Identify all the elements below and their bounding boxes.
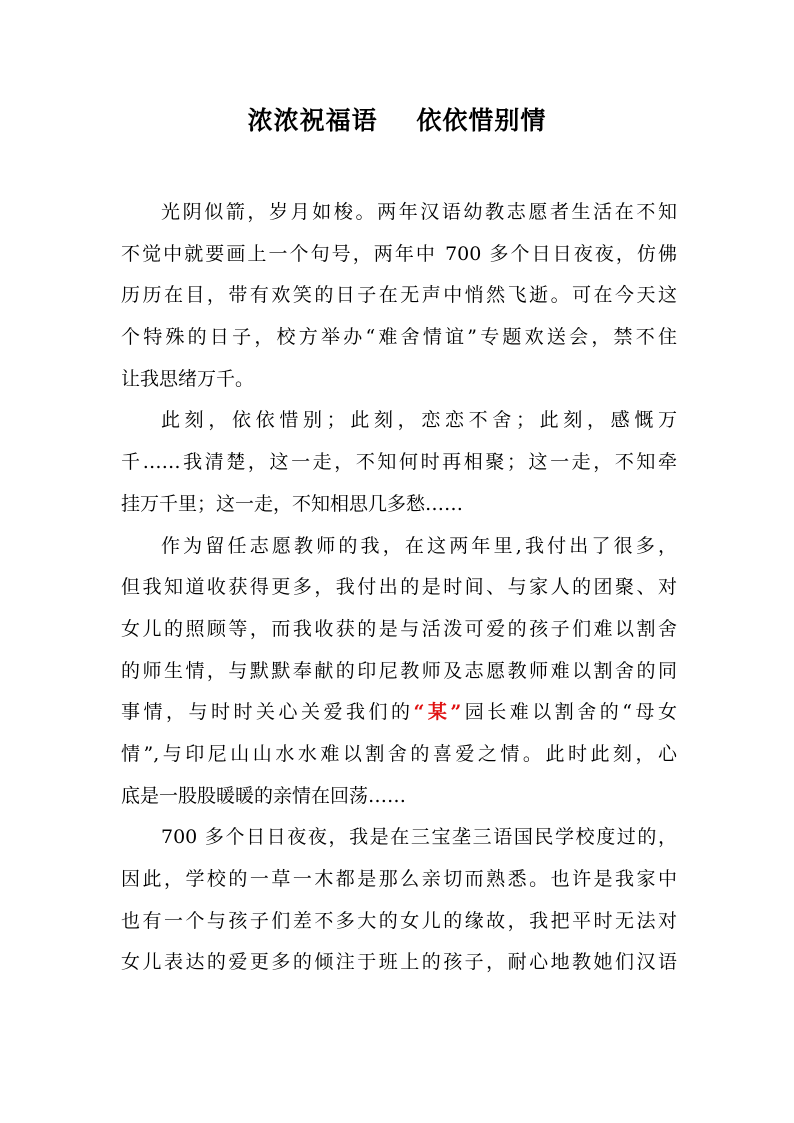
- text-line: 挂万千里；这一走，不知相思几多愁……: [121, 492, 464, 515]
- document-body: [121, 192, 677, 984]
- text-line: 女儿表达的爱更多的倾注于班上的孩子，耐心地教她们汉语: [121, 951, 677, 974]
- text-line: 700 多个日日夜夜，我是在三宝垄三语国民学校度过的，: [161, 826, 677, 849]
- text-line: 此刻，依依惜别；此刻，恋恋不舍；此刻，感慨万: [161, 409, 677, 432]
- text-line: 千……我清楚，这一走，不知何时再相聚；这一走，不知牵: [121, 451, 677, 474]
- text-segment: 园长难以割舍的“母女: [461, 701, 677, 724]
- text-line: 的师生情，与默默奉献的印尼教师及志愿教师难以割舍的同: [121, 659, 677, 682]
- text-line: 作为留任志愿教师的我，在这两年里,我付出了很多，: [161, 534, 677, 557]
- text-line: 不觉中就要画上一个句号，两年中 700 多个日日夜夜，仿佛: [121, 242, 677, 265]
- text-line: 光阴似箭，岁月如梭。两年汉语幼教志愿者生活在不知: [161, 201, 677, 223]
- text-line: 情”,与印尼山山水水难以割舍的喜爱之情。此时此刻，心: [121, 742, 677, 765]
- text-line-with-highlight: [121, 692, 677, 734]
- text-line: 但我知道收获得更多，我付出的是时间、与家人的团聚、对: [121, 576, 677, 599]
- text-line: 因此，学校的一草一木都是那么亲切而熟悉。也许是我家中: [121, 868, 677, 890]
- text-line: 也有一个与孩子们差不多大的女儿的缘故，我把平时无法对: [121, 909, 677, 932]
- document-title: 浓浓祝福语 依依惜别情: [247, 106, 547, 135]
- highlighted-name: “某”: [413, 701, 462, 724]
- text-line: 底是一股股暖暖的亲情在回荡……: [121, 784, 407, 807]
- text-segment: 事情，与时时关心关爱我们的: [121, 701, 414, 724]
- text-line: 个特殊的日子，校方举办“难舍情谊”专题欢送会，禁不住: [121, 326, 677, 349]
- text-line: 女儿的照顾等，而我收获的是与活泼可爱的孩子们难以割舍: [121, 617, 677, 640]
- text-line: 让我思绪万千。: [121, 367, 255, 390]
- text-line: 历历在目，带有欢笑的日子在无声中悄然飞逝。可在今天这: [121, 284, 677, 307]
